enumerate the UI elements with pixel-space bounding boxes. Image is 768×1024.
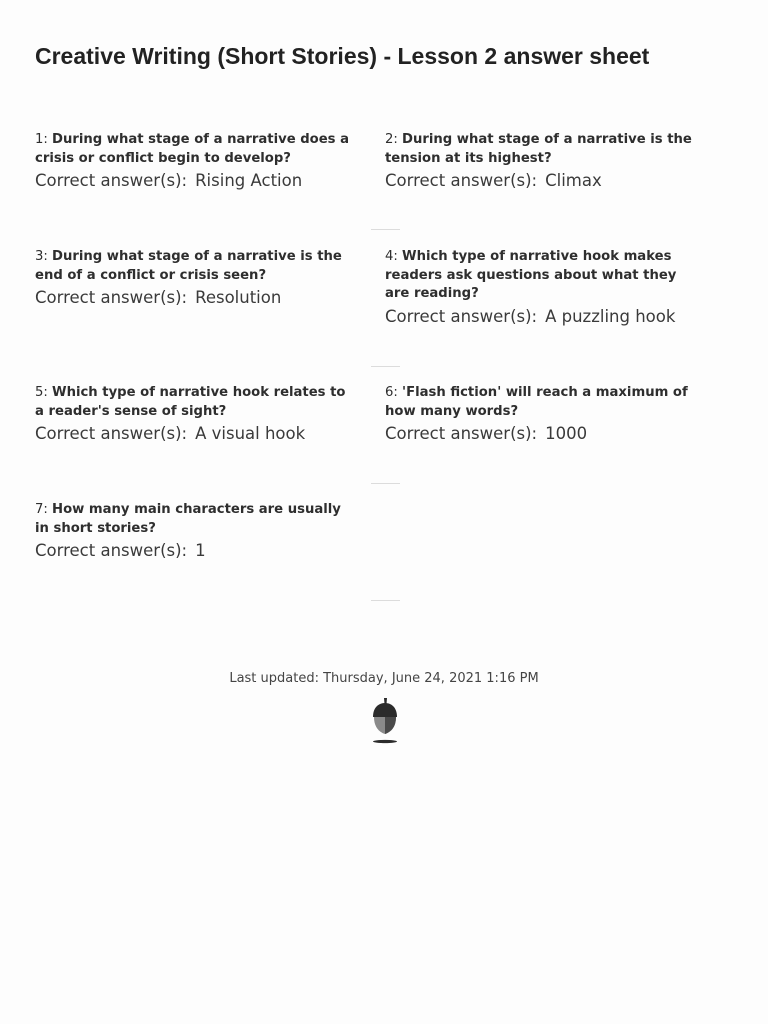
question-text: 2: During what stage of a narrative is the tension at its highest? [385,132,692,166]
answer-value: Resolution [195,288,282,307]
answer-row [35,286,355,310]
question-text: 4: Which type of narrative hook makes readers ask questions about what they are reading? [385,249,677,301]
question-number: 6 [385,385,394,400]
question-5 [35,384,355,446]
acorn-icon [370,697,400,745]
answer-row [385,422,705,446]
answer-value: 1 [195,541,206,560]
question-prompt: During what stage of a narrative is the tension at its highest? [385,132,692,166]
answer-value: 1000 [545,424,588,443]
question-7 [35,501,355,563]
answer-row [35,422,355,446]
question-3 [35,248,355,310]
question-number: 7 [35,502,44,517]
question-prompt: During what stage of a narrative does a crisis or conflict begin to develop? [35,132,350,166]
answer-label: Correct answer(s): [35,288,188,307]
divider [371,600,400,601]
question-text: 5: Which type of narrative hook relates to a reader's sense of sight? [35,385,346,419]
question-text: 1: During what stage of a narrative does a crisis or conflict begin to develop? [35,132,350,166]
answer-label: Correct answer(s): [35,171,188,190]
answer-label: Correct answer(s): [385,306,538,326]
divider [371,366,400,367]
answer-value: Climax [545,171,602,190]
answer-label: Correct answer(s): [385,424,538,443]
question-number: 5 [35,385,44,400]
question-2 [385,131,705,193]
question-prompt: During what stage of a narrative is the end of a conflict or crisis seen? [35,249,342,283]
answer-row [385,169,705,193]
question-number: 4 [385,249,394,264]
answer-value: A puzzling hook [545,306,676,326]
question-6 [385,384,705,446]
question-number: 3 [35,249,44,264]
answer-value: A visual hook [195,424,306,443]
question-number: 2 [385,132,394,147]
question-text: 3: During what stage of a narrative is the end of a conflict or crisis seen? [35,249,342,283]
question-prompt: 'Flash fiction' will reach a maximum of how many words? [385,385,688,419]
answer-row [35,169,355,193]
question-number: 1 [35,132,44,147]
answer-label: Correct answer(s): [35,424,188,443]
answer-row [385,305,705,329]
question-4 [385,248,705,329]
answer-label: Correct answer(s): [385,171,538,190]
question-text: 6: 'Flash fiction' will reach a maximum of how many words? [385,385,688,419]
question-1 [35,131,355,193]
answer-row [35,539,355,563]
question-prompt: Which type of narrative hook relates to a reader's sense of sight? [35,385,346,419]
answer-value: Rising Action [195,171,303,190]
question-text: 7: How many main characters are usually in short stories? [35,502,341,536]
page-title: Creative Writing (Short Stories) - Lesson 2 answer sheet [35,43,650,69]
divider [371,229,400,230]
question-prompt: Which type of narrative hook makes readers ask questions about what they are reading? [385,249,677,301]
last-updated: Last updated: Thursday, June 24, 2021 1:16 PM [229,671,539,686]
divider [371,483,400,484]
question-prompt: How many main characters are usually in short stories? [35,502,341,536]
answer-label: Correct answer(s): [35,541,188,560]
